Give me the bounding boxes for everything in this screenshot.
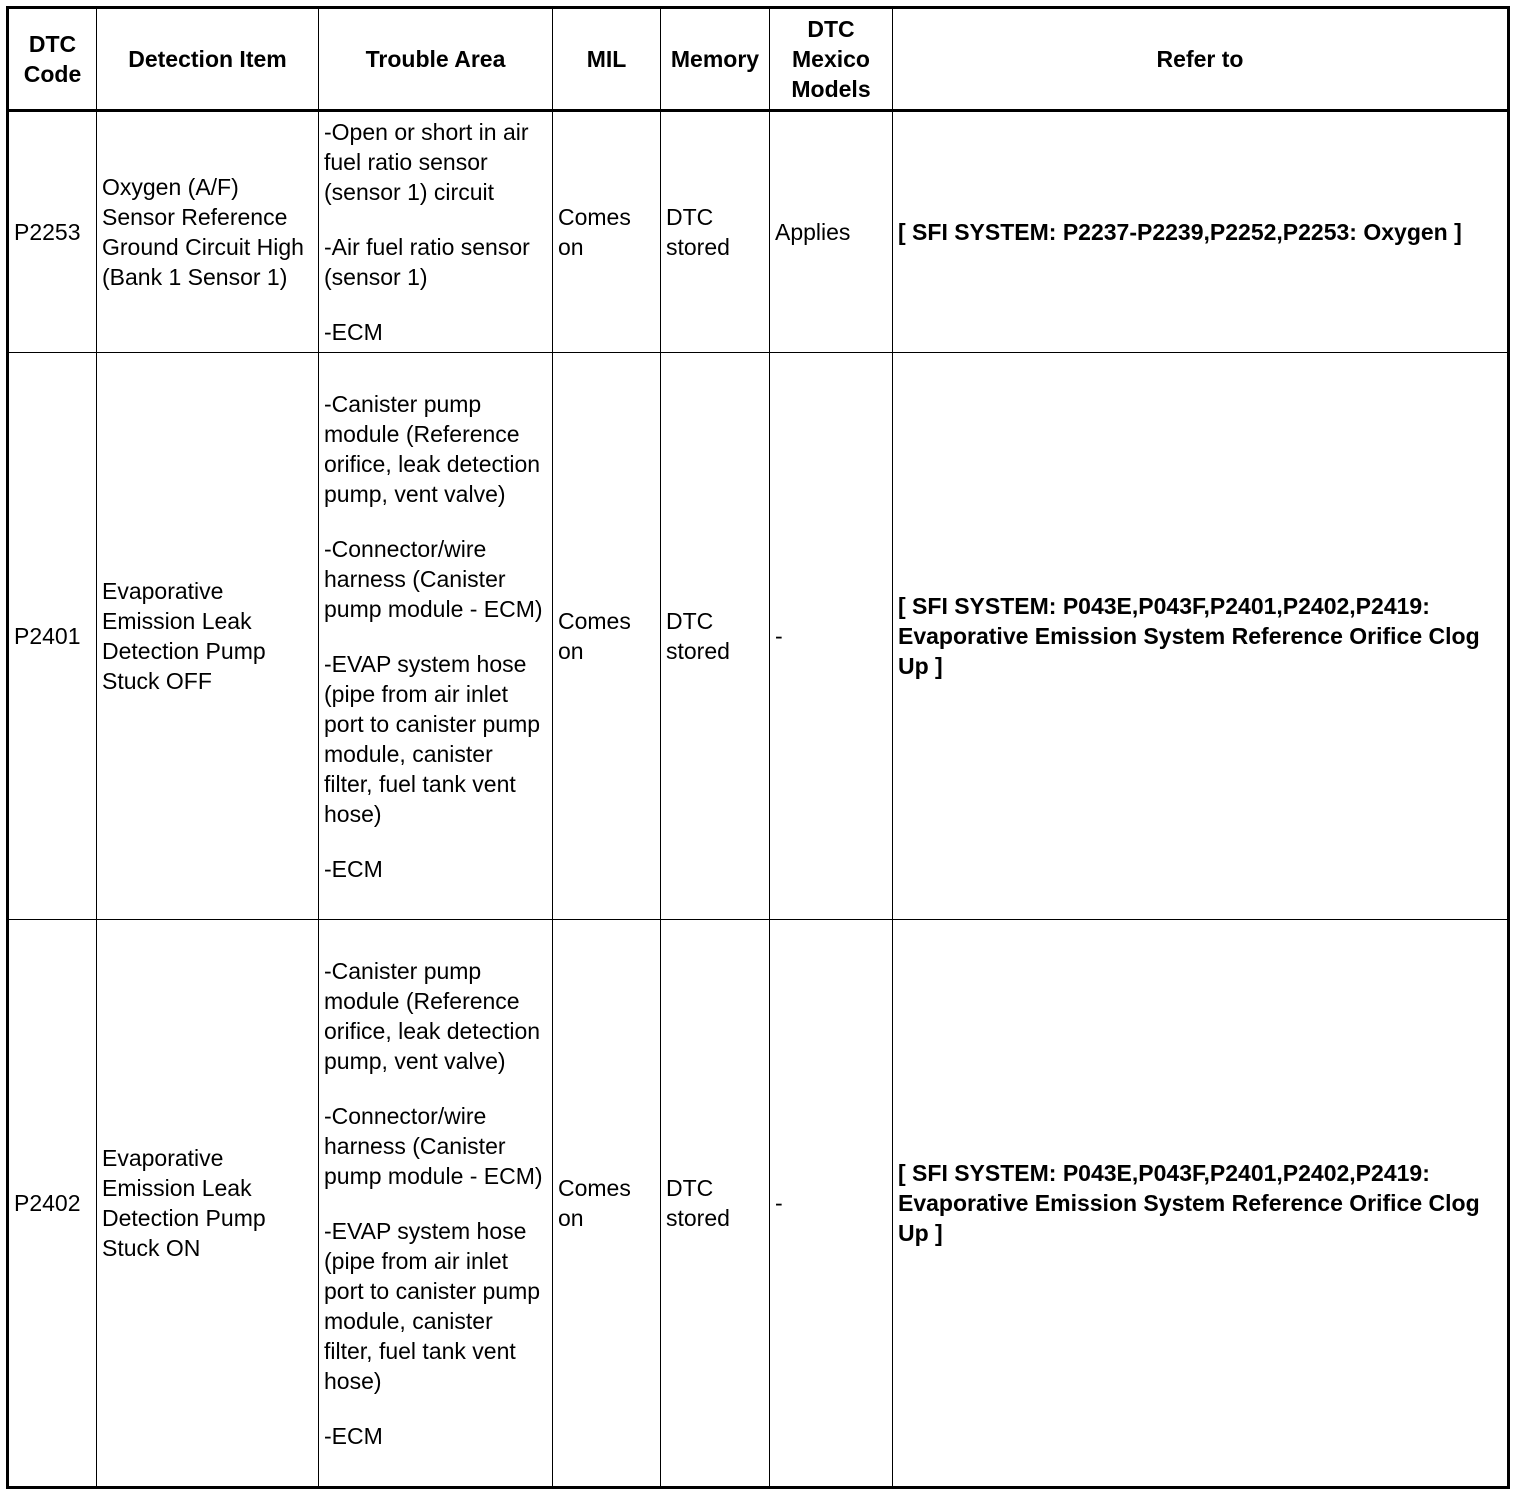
trouble-area-cell (319, 353, 553, 920)
trouble-area-item: -ECM (324, 1422, 383, 1449)
table-row (8, 353, 1509, 920)
trouble-area-item: -Canister pump module (Reference orifice, leak detection pump, vent valve) (324, 390, 541, 507)
table-row (8, 920, 1509, 1488)
dtc-code-cell: P2401 (8, 353, 97, 920)
table-row (8, 111, 1509, 353)
trouble-area-item: -Connector/wire harness (Canister pump module - ECM) (324, 535, 543, 622)
header-memory: Memory (661, 8, 770, 111)
mexico-models-cell: - (770, 920, 893, 1488)
trouble-area-item: -Open or short in air fuel ratio sensor (sensor 1) circuit (324, 119, 529, 205)
trouble-area-item: -Canister pump module (Reference orifice, leak detection pump, vent valve) (324, 957, 541, 1074)
detection-item-cell: Evaporative Emission Leak Detection Pump Stuck OFF (97, 353, 319, 920)
header-trouble-area: Trouble Area (319, 8, 553, 111)
memory-cell: DTC stored (661, 353, 770, 920)
memory-cell: DTC stored (661, 920, 770, 1488)
trouble-area-item: -ECM (324, 855, 383, 882)
mil-cell: Comes on (553, 353, 661, 920)
mil-cell: Comes on (553, 111, 661, 353)
header-detection-item: Detection Item (97, 8, 319, 111)
header-row (8, 8, 1509, 111)
header-refer-to: Refer to (893, 8, 1509, 111)
trouble-area-item: -ECM (324, 319, 383, 345)
header-mil: MIL (553, 8, 661, 111)
detection-item-cell: Oxygen (A/F) Sensor Reference Ground Circuit High (Bank 1 Sensor 1) (97, 111, 319, 353)
trouble-area-item: -Air fuel ratio sensor (sensor 1) (324, 234, 530, 290)
detection-item-cell: Evaporative Emission Leak Detection Pump Stuck ON (97, 920, 319, 1488)
dtc-table (6, 6, 1510, 1489)
trouble-area-item: -Connector/wire harness (Canister pump module - ECM) (324, 1102, 543, 1189)
trouble-area-cell (319, 920, 553, 1488)
dtc-code-cell: P2253 (8, 111, 97, 353)
refer-to-cell: [ SFI SYSTEM: P043E,P043F,P2401,P2402,P2419: Evaporative Emission System Reference Orifice Clog Up ] (893, 920, 1509, 1488)
dtc-code-cell: P2402 (8, 920, 97, 1488)
trouble-area-item: -EVAP system hose (pipe from air inlet port to canister pump module, canister filter, fuel tank vent hose) (324, 650, 541, 827)
trouble-area-cell (319, 111, 553, 353)
memory-cell: DTC stored (661, 111, 770, 353)
mil-cell: Comes on (553, 920, 661, 1488)
mexico-models-cell: - (770, 353, 893, 920)
header-dtc-mexico-models: DTC Mexico Models (770, 8, 893, 111)
header-dtc-code: DTC Code (8, 8, 97, 111)
mexico-models-cell: Applies (770, 111, 893, 353)
refer-to-cell: [ SFI SYSTEM: P2237-P2239,P2252,P2253: Oxygen ] (893, 111, 1509, 353)
trouble-area-item: -EVAP system hose (pipe from air inlet port to canister pump module, canister filter, fuel tank vent hose) (324, 1217, 541, 1394)
refer-to-cell: [ SFI SYSTEM: P043E,P043F,P2401,P2402,P2419: Evaporative Emission System Reference Orifice Clog Up ] (893, 353, 1509, 920)
